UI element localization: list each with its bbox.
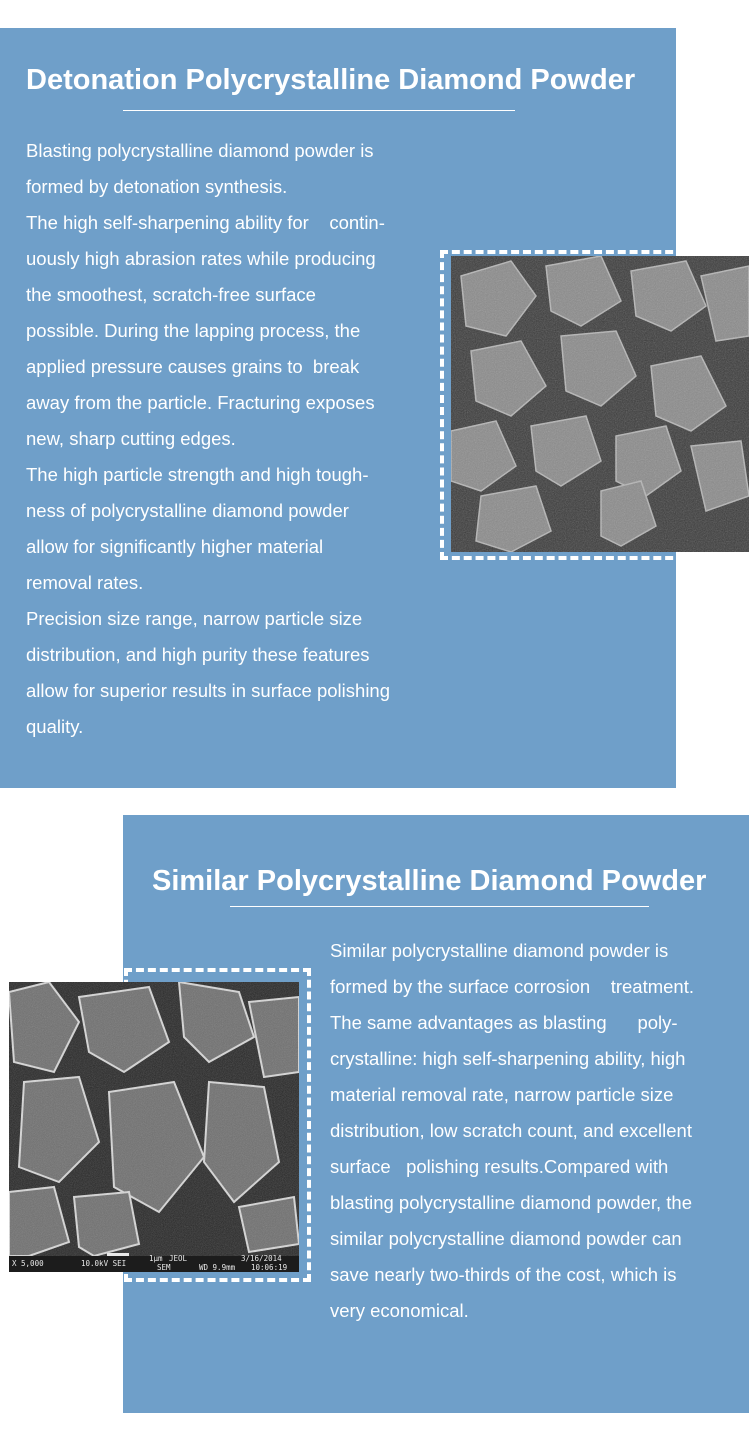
similar-description: [330, 933, 694, 1329]
sem-magnification: X 5,000: [12, 1259, 44, 1268]
description-line: material removal rate, narrow particle size: [330, 1084, 674, 1105]
sem-brand: JEOL: [169, 1254, 188, 1263]
description-line: new, sharp cutting edges.: [26, 428, 236, 449]
section-title-detonation: Detonation Polycrystalline Diamond Powder: [26, 64, 636, 96]
description-line: very economical.: [330, 1300, 469, 1321]
description-line: formed by the surface corrosion treatment.: [330, 976, 694, 997]
sem-scale-bar: [107, 1253, 129, 1256]
description-line: save nearly two-thirds of the cost, which is: [330, 1264, 677, 1285]
description-line: distribution, and high purity these features: [26, 644, 370, 665]
description-line: allow for superior results in surface polishing: [26, 680, 391, 701]
title-underline: [230, 906, 649, 907]
description-line: away from the particle. Fracturing exposes: [26, 392, 375, 413]
description-line: uously high abrasion rates while producing: [26, 248, 376, 269]
sem-photo-detonation-powder: [451, 256, 749, 552]
title-underline: [123, 110, 515, 111]
description-line: The high particle strength and high tough-: [26, 464, 369, 485]
sem-caption-bar: [9, 1256, 299, 1272]
description-line: allow for significantly higher material: [26, 536, 324, 557]
sem-date: 3/16/2014: [241, 1254, 282, 1263]
description-line: distribution, low scratch count, and excellent: [330, 1120, 692, 1141]
description-line: surface polishing results.Compared with: [330, 1156, 669, 1177]
section-title-similar: Similar Polycrystalline Diamond Powder: [152, 865, 707, 897]
description-line: formed by detonation synthesis.: [26, 176, 288, 197]
description-line: similar polycrystalline diamond powder can: [330, 1228, 682, 1249]
description-line: the smoothest, scratch-free surface: [26, 284, 316, 305]
description-line: Similar polycrystalline diamond powder is: [330, 940, 669, 961]
description-line: crystalline: high self-sharpening ability, high: [330, 1048, 686, 1069]
description-line: quality.: [26, 716, 84, 737]
sem-scale-label: 1μm: [149, 1254, 163, 1263]
description-line: applied pressure causes grains to break: [26, 356, 360, 377]
description-line: possible. During the lapping process, the: [26, 320, 361, 341]
description-line: The same advantages as blasting poly-: [330, 1012, 678, 1033]
description-line: blasting polycrystalline diamond powder, the: [330, 1192, 692, 1213]
sem-mode: SEM: [157, 1263, 171, 1272]
sem-photo-similar-powder: [9, 982, 299, 1272]
description-line: removal rates.: [26, 572, 144, 593]
sem-voltage: 10.0kV SEI: [81, 1259, 127, 1268]
sem-working-distance: WD 9.9mm: [199, 1263, 236, 1272]
description-line: ness of polycrystalline diamond powder: [26, 500, 349, 521]
description-line: Blasting polycrystalline diamond powder is: [26, 140, 374, 161]
description-line: Precision size range, narrow particle size: [26, 608, 363, 629]
description-line: The high self-sharpening ability for contin-: [26, 212, 385, 233]
sem-time: 10:06:19: [251, 1263, 288, 1272]
detonation-description: [26, 133, 390, 745]
